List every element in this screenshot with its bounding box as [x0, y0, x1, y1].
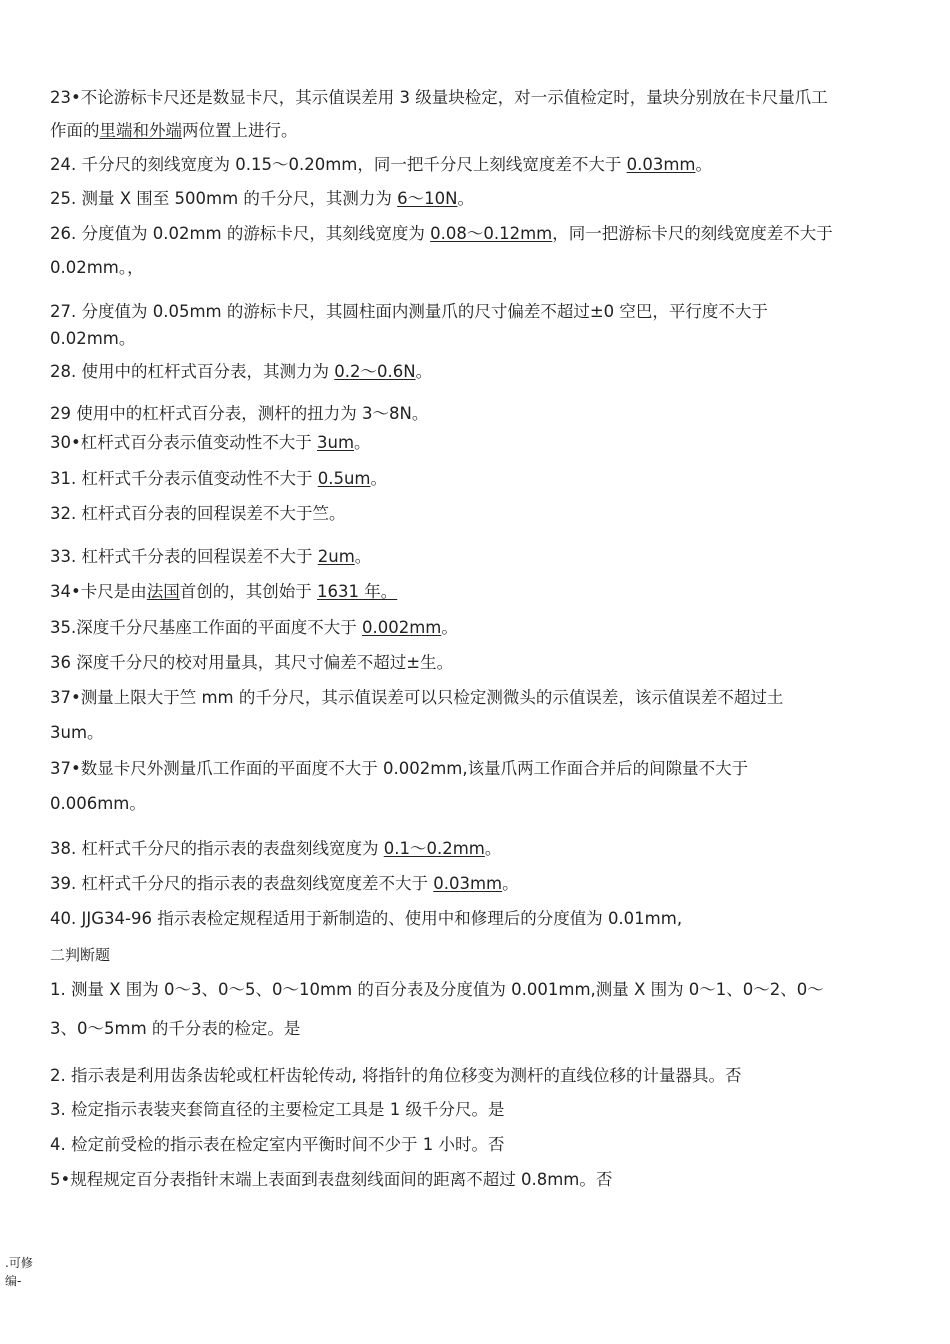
item-28: 28. 使用中的杠杆式百分表，其测力为 0.2〜0.6N。	[50, 362, 433, 381]
judge-1-line-2: 3、0〜5mm 的千分表的检定。是	[50, 1019, 301, 1038]
item-38: 38. 杠杆式千分尺的指示表的表盘刻线宽度为 0.1〜0.2mm。	[50, 839, 502, 858]
underlined-answer: 6〜10N	[397, 189, 458, 208]
underlined-answer: 3um	[316, 433, 355, 452]
item-26-line-1: 26. 分度值为 0.02mm 的游标卡尺，其刻线宽度为 0.08〜0.12mm，同一把游标卡尺的刻线宽度差不大于	[50, 224, 833, 243]
item-24: 24. 千分尺的刻线宽度为 0.15〜0.20mm，同一把千分尺上刻线宽度差不大于 0.03mm。	[50, 155, 712, 174]
item-37b-line-2: 0.006mm。	[50, 794, 146, 813]
item-29: 29 使用中的杠杆式百分表，测杆的扭力为 3〜8N。	[50, 404, 429, 423]
underlined-answer: 0.5um	[317, 469, 371, 488]
item-30: 30•杠杆式百分表示值变动性不大于 3um。	[50, 433, 371, 452]
item-27-line-1: 27. 分度值为 0.05mm 的游标卡尺，其圆柱面内测量爪的尺寸偏差不超过±0 空巴，平行度不大于	[50, 302, 768, 321]
item-40: 40. JJG34-96 指示表检定规程适用于新制造的、使用中和修理后的分度值为 0.01mm,	[50, 909, 683, 928]
item-36: 36 深度千分尺的校对用量具，其尺寸偏差不超过±生。	[50, 653, 454, 672]
underlined-answer: 0.03mm	[433, 874, 503, 893]
underlined-answer: 2um	[317, 547, 355, 566]
item-34: 34•卡尺是由法国首创的，其创始于 1631 年。	[50, 582, 398, 601]
item-27-line-2: 0.02mm。	[50, 329, 136, 348]
judge-3: 3. 检定指示表装夹套筒直径的主要检定工具是 1 级千分尺。是	[50, 1100, 505, 1119]
judge-1-line-1: 1. 测量 X 围为 0〜3、0〜5、0〜10mm 的百分表及分度值为 0.001mm,测量 X 围为 0〜1、0〜2、0〜	[50, 980, 824, 999]
footer-note-line-1: .可修	[5, 1256, 33, 1270]
item-23-line-2: 作面的里端和外端两位置上进行。	[50, 121, 298, 140]
item-26-line-2: 0.02mm。，	[50, 258, 144, 277]
footer-note-line-2: 编-	[5, 1274, 22, 1288]
item-37-line-1: 37•测量上限大于竺 mm 的千分尺，其示值误差可以只检定测微头的示值误差，该示值误差不超过土	[50, 688, 784, 707]
item-37-line-2: 3um。	[50, 723, 104, 742]
item-23-line-1: 23•不论游标卡尺还是数显卡尺，其示值误差用 3 级量块检定，对一示值检定时，量块分别放在卡尺量爪工	[50, 88, 828, 107]
underlined-answer: 法国	[146, 582, 180, 601]
judge-2: 2. 指示表是利用齿条齿轮或杠杆齿轮传动, 将指针的角位移变为测杆的直线位移的计量器具。否	[50, 1066, 742, 1085]
item-39: 39. 杠杆式千分尺的指示表的表盘刻线宽度差不大于 0.03mm。	[50, 874, 519, 893]
underlined-answer: 0.03mm	[626, 155, 696, 174]
underlined-answer: 里端和外端	[99, 121, 182, 140]
item-35: 35.深度千分尺基座工作面的平面度不大于 0.002mm。	[50, 618, 458, 637]
section-heading: 二判断题	[50, 946, 111, 964]
item-33: 33. 杠杆式千分表的回程误差不大于 2um。	[50, 547, 372, 566]
underlined-answer: 0.08〜0.12mm	[430, 224, 553, 243]
item-25: 25. 测量 X 围至 500mm 的千分尺，其测力为 6〜10N。	[50, 189, 474, 208]
underlined-answer: 0.2〜0.6N	[334, 362, 416, 381]
item-31: 31. 杠杆式千分表示值变动性不大于 0.5um。	[50, 469, 388, 488]
item-37b-line-1: 37•数显卡尺外测量爪工作面的平面度不大于 0.002mm,该量爪两工作面合并后的间隙量不大于	[50, 759, 749, 778]
underlined-answer: 0.002mm	[362, 618, 442, 637]
judge-4: 4. 检定前受检的指示表在检定室内平衡时间不少于 1 小时。否	[50, 1135, 505, 1154]
judge-5: 5•规程规定百分表指针末端上表面到表盘刻线面间的距离不超过 0.8mm。否	[50, 1170, 613, 1189]
item-32: 32. 杠杆式百分表的回程误差不大于竺。	[50, 504, 346, 523]
underlined-answer: 1631 年。	[316, 582, 398, 601]
underlined-answer: 0.1〜0.2mm	[383, 839, 485, 858]
